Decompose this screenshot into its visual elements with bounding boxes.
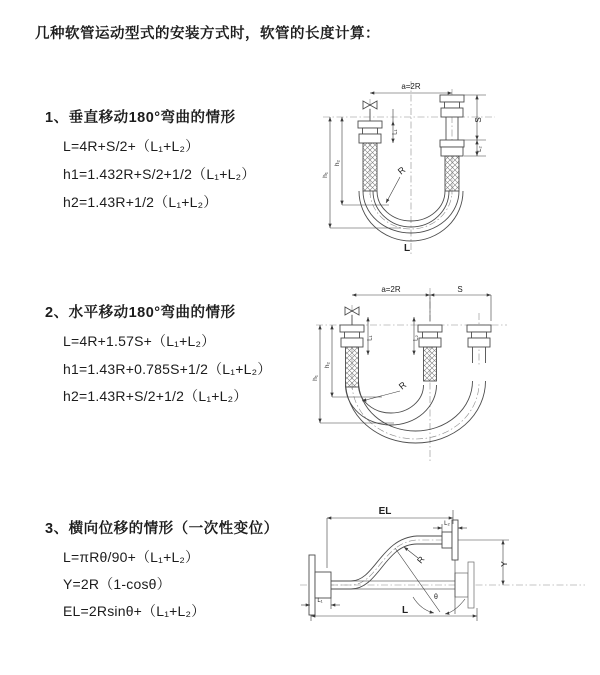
centerlines xyxy=(323,81,495,255)
page-title: 几种软管运动型式的安装方式时，软管的长度计算： xyxy=(35,26,380,42)
dim-label-l1: L₁ xyxy=(317,598,323,604)
diagram-horizontal-180-bend xyxy=(302,283,600,468)
section3-formula-EL: EL=2Rsinθ+（L₁+L₂） xyxy=(63,603,206,619)
middle-fitting xyxy=(418,325,442,381)
dim-label-h2: h₂ xyxy=(334,159,341,167)
diagram-lateral-displacement xyxy=(295,500,595,645)
dim-label-a2r: a=2R xyxy=(381,285,401,294)
section1-formula-h2: h2=1.43R+1/2（L₁+L₂） xyxy=(63,194,218,210)
section2-formula-L: L=4R+1.57S+（L₁+L₂） xyxy=(63,333,216,349)
length-label: L xyxy=(403,243,411,254)
dim-label-l2: L₂ xyxy=(477,146,483,152)
radius-label: R xyxy=(395,164,408,177)
section2-heading: 2、水平移动180°弯曲的情形 xyxy=(45,305,236,321)
radius-label: R xyxy=(396,379,409,392)
section1-heading: 1、垂直移动180°弯曲的情形 xyxy=(45,110,236,126)
dim-label-a2r: a=2R xyxy=(401,82,421,91)
angle-label: θ xyxy=(434,594,438,601)
dim-label-s: S xyxy=(474,117,483,123)
dim-label-l2: L₂ xyxy=(413,335,420,341)
section2-formula-h2: h2=1.43R+S/2+1/2（L₁+L₂） xyxy=(63,388,248,404)
dim-label-y: Y xyxy=(499,561,509,567)
dim-label-l1: L₁ xyxy=(392,129,399,135)
section3-formula-L: L=πRθ/90+（L₁+L₂） xyxy=(63,549,200,565)
section3-formula-Y: Y=2R（1-cosθ） xyxy=(63,576,171,592)
diagram-vertical-180-bend xyxy=(305,75,595,260)
section1-formula-h1: h1=1.432R+S/2+1/2（L₁+L₂） xyxy=(63,166,256,182)
radius-label: R xyxy=(414,554,427,566)
dim-label-s: S xyxy=(457,285,463,294)
right-fitting xyxy=(440,95,464,191)
left-fitting xyxy=(358,121,382,191)
dim-label-h2: h₂ xyxy=(324,361,331,369)
dim-label-el: EL xyxy=(378,506,392,517)
dim-label-l2: L₂ xyxy=(444,521,450,527)
left-fitting xyxy=(340,325,364,387)
section3-heading: 3、横向位移的情形（一次性变位） xyxy=(45,521,279,537)
dim-label-h1: h₁ xyxy=(322,172,329,178)
section1-formula-L: L=4R+S/2+（L₁+L₂） xyxy=(63,138,200,154)
dim-label-l1: L₁ xyxy=(367,335,374,341)
length-label: L xyxy=(401,605,409,616)
hose-u-bends xyxy=(346,381,486,443)
section2-formula-h1: h1=1.43R+0.785S+1/2（L₁+L₂） xyxy=(63,361,272,377)
left-flange xyxy=(309,555,331,615)
dim-label-h1: h₁ xyxy=(312,375,319,381)
